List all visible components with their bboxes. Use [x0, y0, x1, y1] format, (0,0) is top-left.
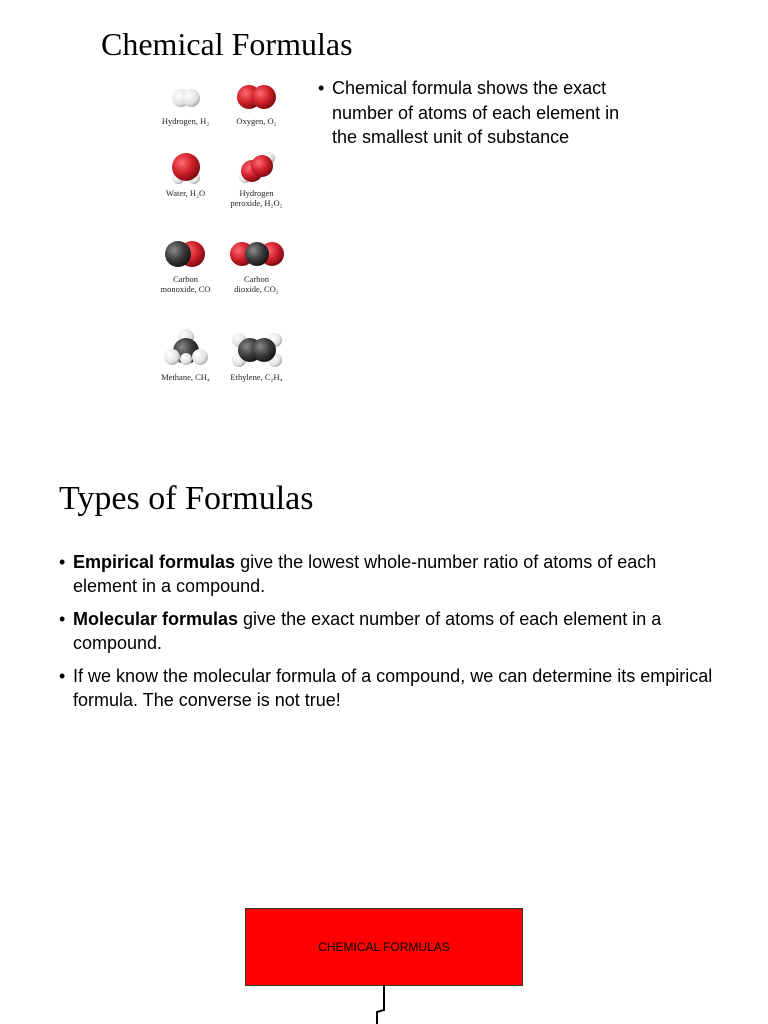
slide-title: Types of Formulas: [59, 480, 314, 517]
molecule-label: Carbon dioxide, CO₂: [234, 274, 279, 294]
molecule-model-grid: [150, 78, 292, 390]
intro-bullet-list: [318, 76, 628, 150]
molecule-label: Oxygen, O₂: [236, 116, 277, 126]
hydrogen-model-image: [151, 78, 221, 114]
slide-title: Chemical Formulas: [101, 26, 353, 62]
bullet-marker: •: [59, 609, 66, 629]
bullet-item: [318, 76, 628, 150]
molecule-carbon-dioxide: [221, 236, 292, 294]
molecule-label: Hydrogen peroxide, H₂O₂: [230, 188, 283, 208]
bullet-marker: •: [59, 666, 66, 686]
carbon-monoxide-model-image: [151, 236, 221, 272]
molecule-water: [150, 150, 221, 198]
bullet-term: Empirical formulas: [73, 552, 236, 572]
connector-line: [377, 986, 384, 1024]
bullet-item: [59, 607, 719, 655]
org-chart-box-label: CHEMICAL FORMULAS: [318, 940, 450, 954]
molecule-hydrogen-peroxide: [221, 150, 292, 208]
org-chart-root-box: [245, 908, 523, 986]
bullet-term: Molecular formulas: [73, 609, 239, 629]
molecule-hydrogen: [150, 78, 221, 126]
molecule-methane: [150, 328, 221, 382]
molecule-label: Methane, CH₄: [161, 372, 210, 382]
methane-model-image: [151, 328, 221, 370]
bullet-text: give the lowest whole-number ratio of atoms of each element in a compound.: [73, 552, 657, 596]
molecule-label: Water, H₂O: [165, 188, 206, 198]
bullet-text: give the exact number of atoms of each element in a compound.: [73, 609, 662, 653]
oxygen-model-image: [222, 78, 292, 114]
bullet-item: [59, 550, 719, 598]
bullet-marker: •: [318, 78, 325, 98]
molecule-carbon-monoxide: [150, 236, 221, 294]
molecule-oxygen: [221, 78, 292, 126]
water-model-image: [151, 150, 221, 186]
hydrogen-peroxide-model-image: [222, 150, 292, 186]
bullet-marker: •: [59, 552, 66, 572]
bullet-text: If we know the molecular formula of a compound, we can determine its empirical formula. The converse is not true!: [73, 666, 713, 710]
ethylene-model-image: [222, 328, 292, 370]
molecule-label: Hydrogen, H₂: [161, 116, 210, 126]
formula-types-bullet-list: [59, 550, 719, 721]
molecule-label: Ethylene, C₂H₄: [230, 372, 283, 382]
molecule-ethylene: [221, 328, 292, 382]
molecule-label: Carbon monoxide, CO: [160, 274, 211, 294]
bullet-item: [59, 664, 719, 712]
bullet-text: Chemical formula shows the exact number of atoms of each element in the smallest unit of substance: [332, 78, 620, 147]
carbon-dioxide-model-image: [222, 236, 292, 272]
